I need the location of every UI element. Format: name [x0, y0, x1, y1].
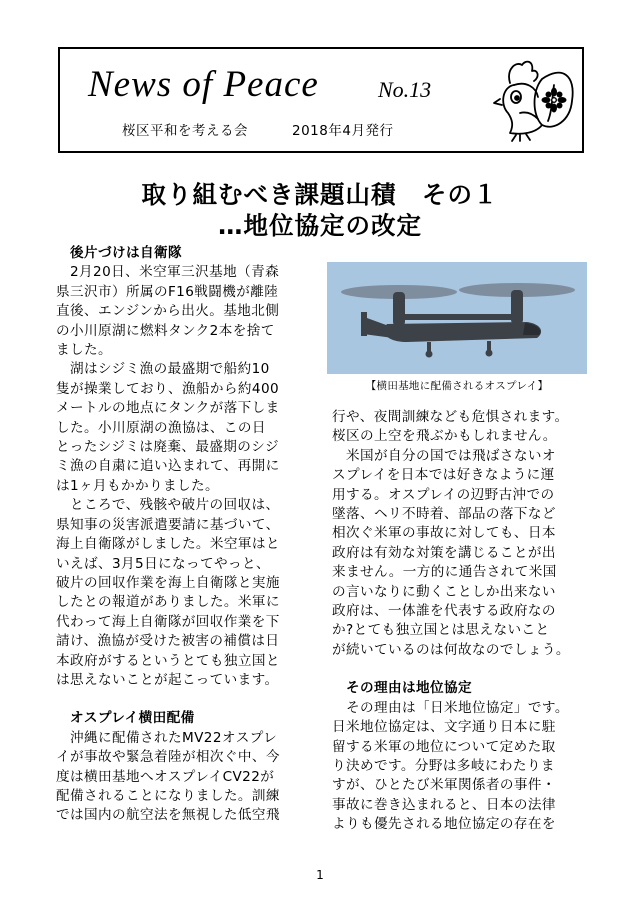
text-line: 相次ぐ米軍の事故に対しても、日本: [332, 525, 556, 542]
paragraph: [56, 263, 312, 360]
text-line: 県知事の災害派遣要請に基づいて、: [56, 516, 280, 533]
text-line: 破片の回収作業を海上自衛隊と実施: [56, 574, 280, 591]
text-line: 海上自衛隊がしました。米空軍はと: [56, 536, 280, 553]
right-column: [332, 408, 590, 835]
text-line: は1ヶ月もかかりました。: [56, 477, 219, 494]
text-line: ところで、残骸や破片の回収は、: [70, 497, 280, 514]
text-line: 代わって海上自衛隊が回収作業を下: [56, 613, 280, 630]
left-column: [56, 244, 312, 826]
organization-name: 桜区平和を考える会: [122, 123, 248, 139]
text-line: 来ません。一方的に通告されて米国: [332, 564, 557, 581]
text-line: 日米地位協定は、文字通り日本に駐: [332, 719, 556, 736]
text-line: メートルの地点にタンクが落下しま: [56, 400, 280, 417]
text-line: 米国が自分の国では飛ばさないオ: [346, 447, 556, 464]
text-line: 県三沢市）所属のF16戦闘機が離陸: [56, 283, 279, 300]
text-line: 度は横田基地へオスプレイCV22が: [56, 768, 275, 785]
text-line: の言いなりに動くことしか出来ない: [332, 583, 556, 600]
paragraph-continued: [332, 408, 590, 447]
text-line: 留する米軍の地位について定めた取: [332, 738, 556, 755]
text-line: が続いているのは何故なのでしょう。: [332, 641, 570, 658]
text-line: 湖はシジミ漁の最盛期で船約10: [70, 361, 270, 378]
paragraph: [56, 496, 312, 690]
text-line: か?とても独立国とは思えないこと: [332, 622, 550, 639]
newsletter-title: News of Peace: [88, 64, 319, 105]
text-line: 請け、漁協が受けた被害の補償は日: [56, 633, 280, 650]
text-line: 事故に巻き込まれると、日本の法律: [332, 796, 556, 813]
text-line: り決めです。分野は多岐にわたりま: [332, 757, 555, 774]
text-line: 配備されることになりました。訓練: [56, 787, 280, 804]
text-line: 政府は有効な対策を講じることが出: [332, 544, 556, 561]
section-subheading: 後片づけは自衛隊: [70, 245, 182, 261]
text-line: 沖縄に配備されたMV22オスプレ: [70, 729, 278, 746]
text-line: 行や、夜間訓練なども危惧されます。: [332, 409, 569, 425]
section-subheading: その理由は地位協定: [346, 680, 472, 697]
text-line: した。小川原湖の漁協は、この日: [56, 419, 266, 436]
paragraph: [56, 729, 312, 826]
text-line: ミ漁の自粛に追い込まれて、再開に: [56, 458, 280, 475]
section-subheading: オスプレイ横田配備: [70, 710, 195, 727]
page-number: 1: [316, 868, 324, 882]
osprey-aircraft-image: [327, 262, 587, 374]
publication-date: 2018年4月発行: [292, 123, 394, 139]
photo-caption: 【横田基地に配備されるオスプレイ】: [365, 380, 549, 392]
text-line: 本政府がするというとても独立国と: [56, 652, 280, 669]
text-line: 隻が操業しており、漁船から約400: [56, 380, 280, 397]
text-line: ました。: [56, 342, 112, 359]
headline-main: 取り組むべき課題山積 その１: [141, 180, 499, 209]
headline-sub: …地位協定の改定: [218, 211, 422, 240]
text-line: とったシジミは廃棄、最盛期のシジ: [56, 439, 279, 456]
text-line: では国内の航空法を無視した低空飛: [56, 807, 280, 824]
text-line: 桜区の上空を飛ぶかもしれません。: [332, 428, 557, 445]
text-line: の小川原湖に燃料タンク2本を捨て: [56, 322, 275, 339]
text-line: イが事故や緊急着陸が相次ぐ中、今: [56, 749, 280, 766]
paragraph: [332, 447, 590, 660]
text-line: よりも優先される地位協定の存在を: [332, 816, 556, 833]
bird-mascot-icon: [492, 55, 578, 145]
text-line: 墜落、ヘリ不時着、部品の落下など: [332, 506, 556, 523]
paragraph: [56, 360, 312, 496]
issue-number: No.13: [378, 77, 432, 102]
osprey-photo: [327, 262, 587, 374]
text-line: すが、ひとたび米軍関係者の事件・: [332, 777, 556, 794]
text-line: 2月20日、米空軍三沢基地（青森: [70, 264, 280, 281]
text-line: 直後、エンジンから出火。基地北側: [56, 303, 280, 320]
text-line: 政府は、一体誰を代表する政府なの: [332, 603, 556, 620]
text-line: その理由は「日米地位協定」です。: [346, 699, 569, 716]
text-line: いえば、3月5日になってやっと、: [56, 555, 271, 572]
paragraph: [332, 699, 590, 835]
text-line: 用する。オスプレイの辺野古沖での: [332, 486, 555, 503]
masthead: [58, 47, 584, 153]
paragraph-gap: [332, 660, 590, 679]
text-line: は思えないことが起こっています。: [56, 671, 279, 688]
paragraph-gap: [56, 690, 312, 709]
text-line: スプレイを日本では好きなように運: [332, 467, 555, 484]
text-line: したとの報道がありました。米軍に: [56, 594, 280, 611]
